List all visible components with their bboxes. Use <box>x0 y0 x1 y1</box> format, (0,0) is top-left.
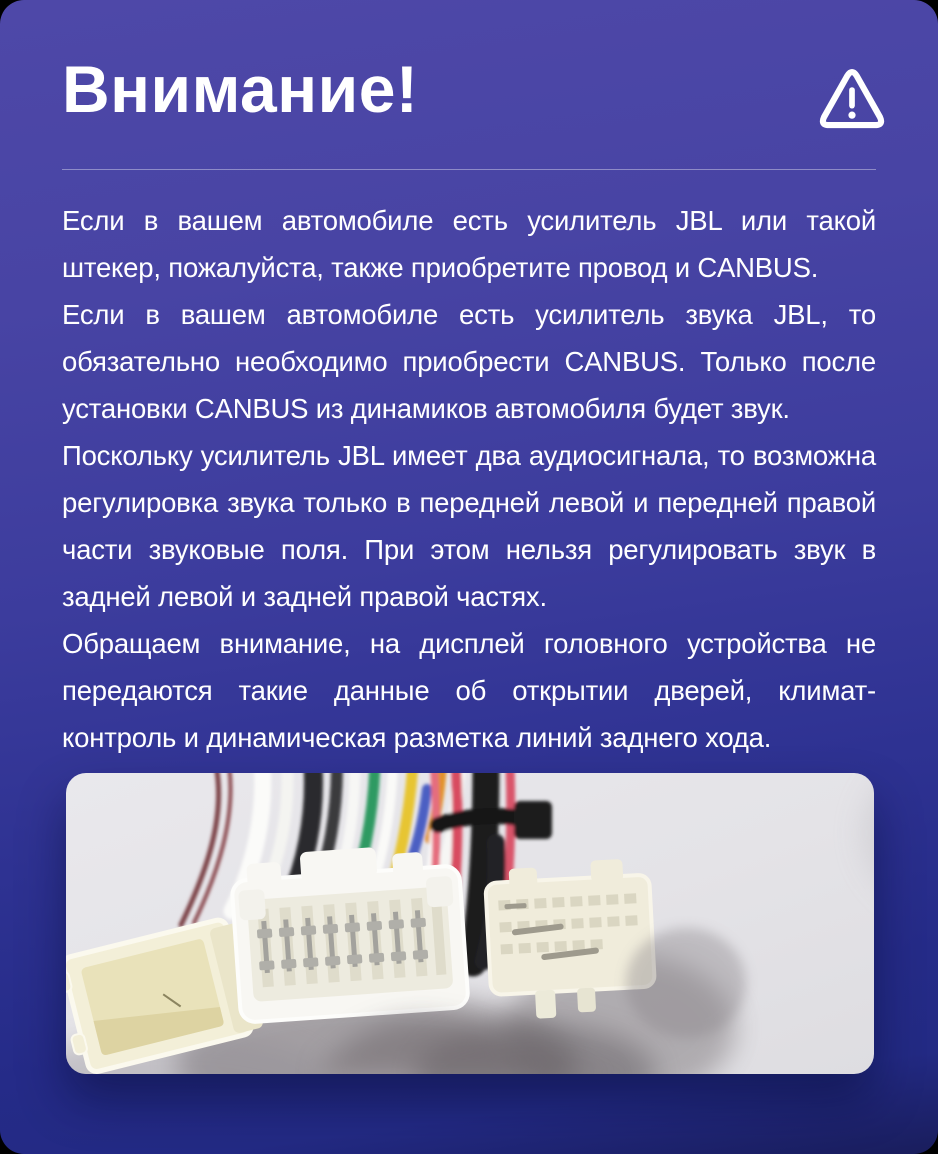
notice-text <box>62 197 876 761</box>
divider <box>62 169 876 170</box>
wiring-harness-photo <box>66 773 874 1074</box>
paragraph-audio-channels: Поскольку усилитель JBL имеет два аудиосигнала, то возможна регулировка звука только в передней левой и передней правой части звуковые поля. При этом нельзя регулировать звук в задней левой и задней правой частях. <box>62 440 876 612</box>
paragraph-canbus-required: Если в вашем автомобиле есть усилитель звука JBL, то обязательно необходимо приобрести CANBUS. Только после установки CANBUS из динамиков автомобиля будет звук. <box>62 299 876 424</box>
paragraph-display-limitations: Обращаем внимание, на дисплей головного устройства не передаются такие данные об открытии дверей, климат-контроль и динамическая разметка линий заднего хода. <box>62 628 876 753</box>
paragraph-jbl-plug: Если в вашем автомобиле есть усилитель JBL или такой штекер, пожалуйста, также приобретите провод и CANBUS. <box>62 205 876 283</box>
warning-triangle-icon <box>816 64 888 136</box>
header <box>62 52 888 136</box>
page-title: Внимание! <box>62 52 419 126</box>
middle-connector <box>230 841 469 1023</box>
